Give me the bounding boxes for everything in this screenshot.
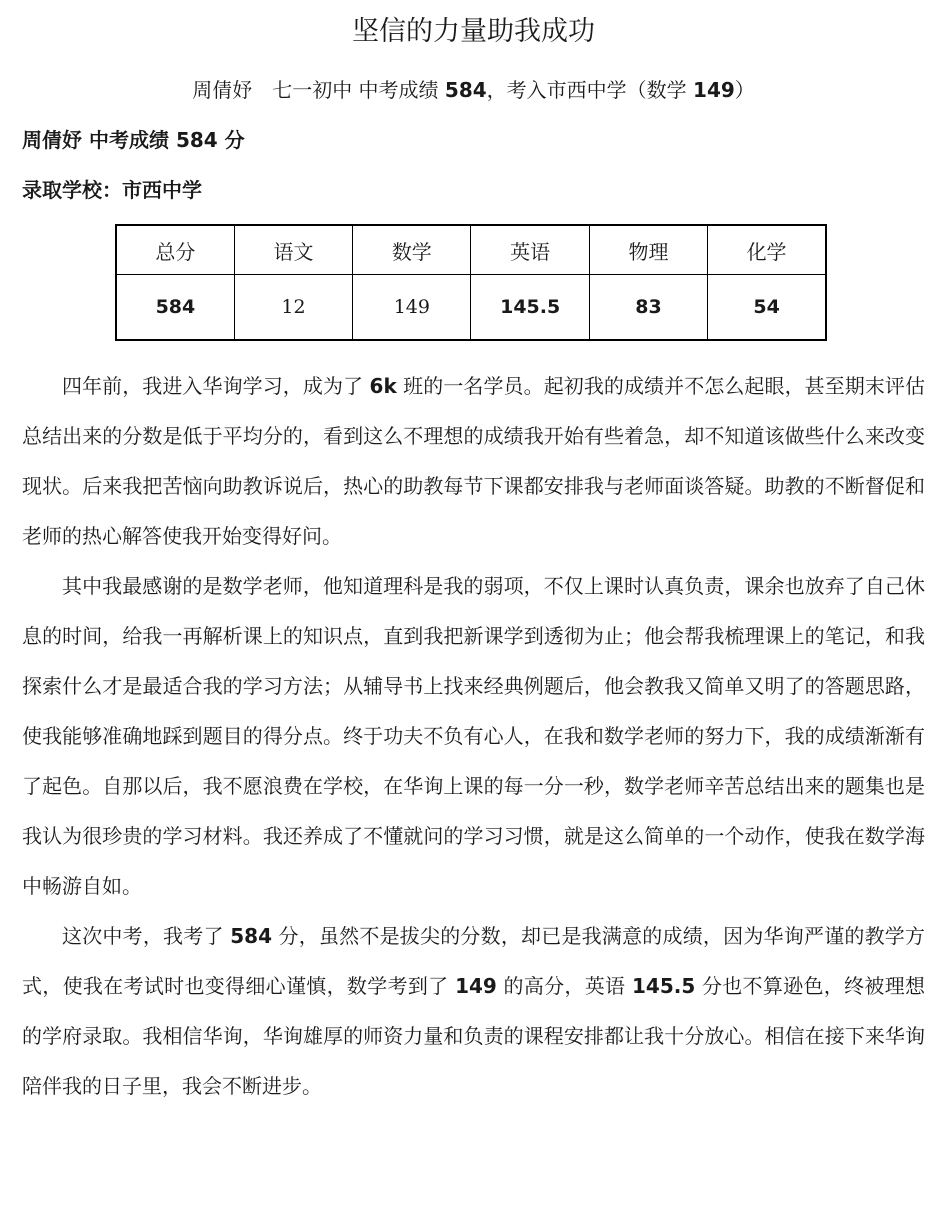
score-header-chemistry: 化学 — [708, 225, 826, 275]
score-header-physics: 物理 — [589, 225, 707, 275]
admitted-school-line: 录取学校：市西中学 — [22, 178, 202, 202]
score-header-english: 英语 — [471, 225, 589, 275]
score-value-chemistry: 54 — [708, 275, 826, 341]
score-value-math: 149 — [353, 275, 471, 341]
score-header-chinese: 语文 — [234, 225, 352, 275]
document-subtitle: 周倩妤 七一初中 中考成绩 584，考入市西中学（数学 149） — [192, 78, 755, 102]
score-value-chinese: 12 — [234, 275, 352, 341]
score-value-total: 584 — [116, 275, 234, 341]
score-table-header-row — [116, 225, 826, 275]
score-header-math: 数学 — [353, 225, 471, 275]
paragraph-1: 四年前，我进入华询学习，成为了 6k 班的一名学员。起初我的成绩并不怎么起眼，甚至期末评估总结出来的分数是低于平均分的，看到这么不理想的成绩我开始有些着急，却不知道该做些什么来改变现状。后来我把苦恼向助教诉说后，热心的助教每节下课都安排我与老师面谈答疑。助教的不断督促和老师的热心解答使我开始变得好问。 — [22, 374, 926, 548]
score-header-total: 总分 — [116, 225, 234, 275]
paragraph-3: 这次中考，我考了 584 分，虽然不是拔尖的分数，却已是我满意的成绩，因为华询严谨的教学方式，使我在考试时也变得细心谨慎，数学考到了 149 的高分，英语 145.5 分也不算逊色，终被理想的学府录取。我相信华询，华询雄厚的师资力量和负责的课程安排都让我十分放心。相信在接下来华询陪伴我的日子里，我会不断进步。 — [22, 924, 926, 1098]
score-value-physics: 83 — [589, 275, 707, 341]
score-value-english: 145.5 — [471, 275, 589, 341]
paragraph-2: 其中我最感谢的是数学老师，他知道理科是我的弱项，不仅上课时认真负责，课余也放弃了自己休息的时间，给我一再解析课上的知识点，直到我把新课学到透彻为止；他会帮我梳理课上的笔记，和我探索什么才是最适合我的学习方法；从辅导书上找来经典例题后，他会教我又简单又明了的答题思路，使我能够准确地踩到题目的得分点。终于功夫不负有心人，在我和数学老师的努力下，我的成绩渐渐有了起色。自那以后，我不愿浪费在学校，在华询上课的每一分一秒，数学老师辛苦总结出来的题集也是我认为很珍贵的学习材料。我还养成了不懂就问的学习习惯，就是这么简单的一个动作，使我在数学海中畅游自如。 — [22, 574, 925, 898]
student-summary-line: 周倩妤 中考成绩 584 分 — [22, 128, 245, 152]
score-table-value-row — [116, 275, 826, 341]
document-title: 坚信的力量助我成功 — [352, 16, 595, 47]
score-table — [115, 224, 827, 341]
